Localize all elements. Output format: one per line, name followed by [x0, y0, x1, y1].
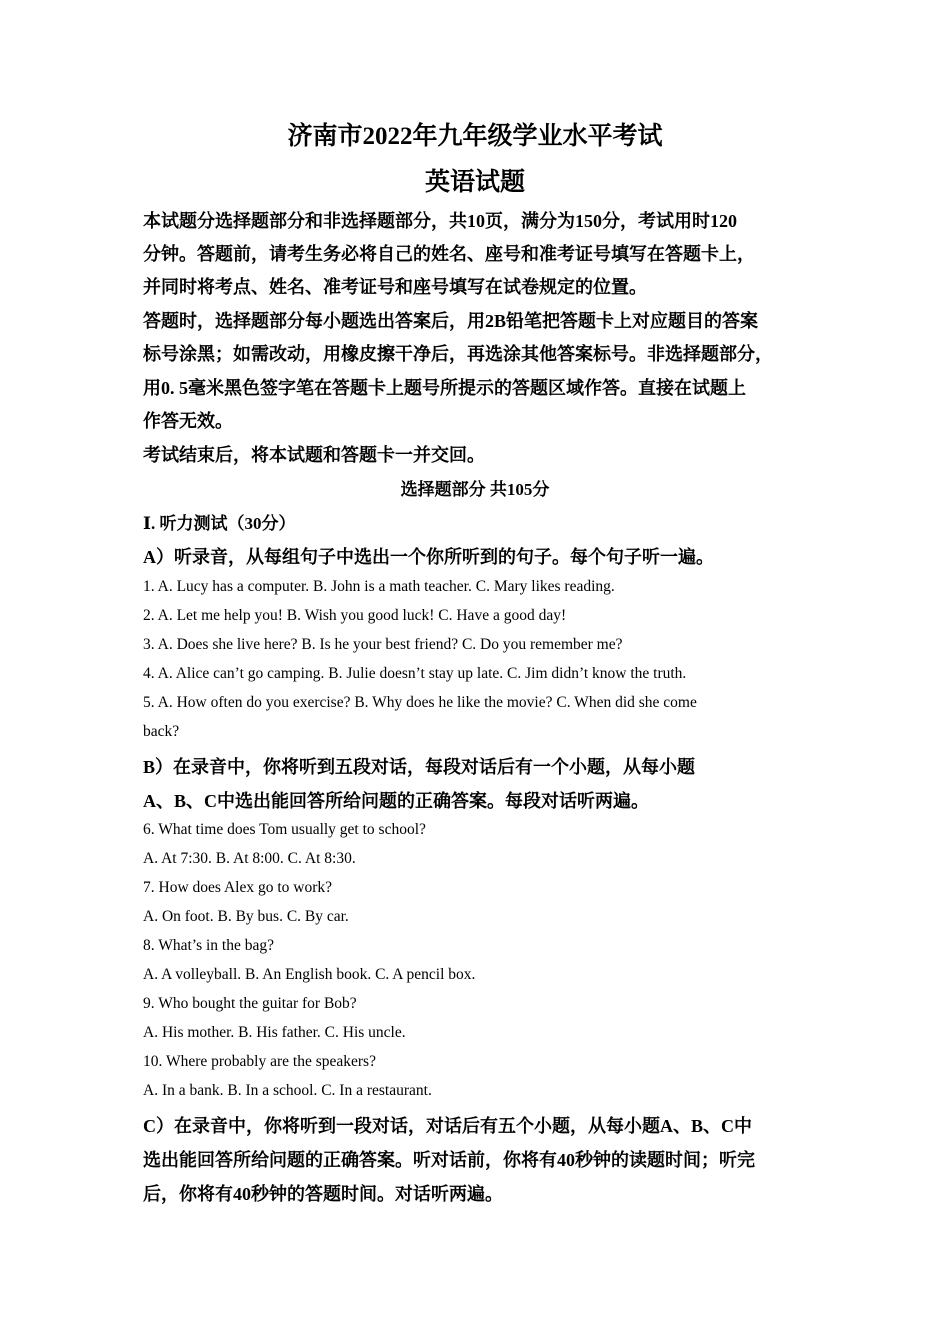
instruction-line: 本试题分选择题部分和非选择题部分，共10页，满分为150分，考试用时120: [143, 211, 737, 231]
partA-heading: A）听录音，从每组句子中选出一个你所听到的句子。每个句子听一遍。: [143, 547, 714, 567]
instruction-line: 作答无效。: [143, 411, 233, 431]
instruction-line: 用0. 5毫米黑色签字笔在答题卡上题号所提示的答题区域作答。直接在试题上: [143, 378, 746, 398]
question-line: 10. Where probably are the speakers?: [143, 1053, 376, 1070]
partB-heading: A、B、C中选出能回答所给问题的正确答案。每段对话听两遍。: [143, 791, 650, 811]
instruction-line: 并同时将考点、姓名、准考证号和座号填写在试卷规定的位置。: [143, 277, 647, 297]
options-line: A. His mother. B. His father. C. His uncle.: [143, 1024, 406, 1041]
partC-heading: C）在录音中，你将听到一段对话，对话后有五个小题，从每小题A、B、C中: [143, 1116, 752, 1136]
question-line: 8. What’s in the bag?: [143, 937, 275, 954]
question-line: back?: [143, 723, 180, 740]
question-line: 4. A. Alice can’t go camping. B. Julie doesn’t stay up late. C. Jim didn’t know the truth.: [143, 665, 687, 682]
exam-subtitle: 英语试题: [424, 169, 525, 196]
exam-title: 济南市2022年九年级学业水平考试: [287, 123, 663, 150]
question-line: 1. A. Lucy has a computer. B. John is a math teacher. C. Mary likes reading.: [143, 578, 615, 595]
question-line: 9. Who bought the guitar for Bob?: [143, 995, 357, 1012]
part1-heading: Ⅰ. 听力测试（30分）: [143, 514, 296, 533]
instruction-line: 答题时，选择题部分每小题选出答案后，用2B铅笔把答题卡上对应题目的答案: [143, 311, 759, 331]
question-line: 3. A. Does she live here? B. Is he your best friend? C. Do you remember me?: [143, 636, 623, 653]
question-line: 7. How does Alex go to work?: [143, 879, 332, 896]
options-line: A. In a bank. B. In a school. C. In a restaurant.: [143, 1082, 432, 1099]
question-line: 6. What time does Tom usually get to school?: [143, 821, 426, 838]
options-line: A. A volleyball. B. An English book. C. A pencil box.: [143, 966, 476, 983]
question-line: 2. A. Let me help you! B. Wish you good luck! C. Have a good day!: [143, 607, 567, 624]
partC-heading: 后，你将有40秒钟的答题时间。对话听两遍。: [143, 1184, 503, 1204]
options-line: A. On foot. B. By bus. C. By car.: [143, 908, 349, 925]
partB-heading: B）在录音中，你将听到五段对话，每段对话后有一个小题，从每小题: [143, 757, 696, 777]
instruction-line: 考试结束后，将本试题和答题卡一并交回。: [143, 445, 485, 465]
partC-heading: 选出能回答所给问题的正确答案。听对话前，你将有40秒钟的读题时间；听完: [143, 1150, 755, 1170]
section-heading: 选择题部分 共105分: [400, 480, 550, 499]
question-line: 5. A. How often do you exercise? B. Why does he like the movie? C. When did she come: [143, 694, 697, 711]
options-line: A. At 7:30. B. At 8:00. C. At 8:30.: [143, 850, 356, 867]
instruction-line: 标号涂黑；如需改动，用橡皮擦干净后，再选涂其他答案标号。非选择题部分，: [143, 344, 773, 364]
instruction-line: 分钟。答题前，请考生务必将自己的姓名、座号和准考证号填写在答题卡上，: [143, 244, 755, 264]
